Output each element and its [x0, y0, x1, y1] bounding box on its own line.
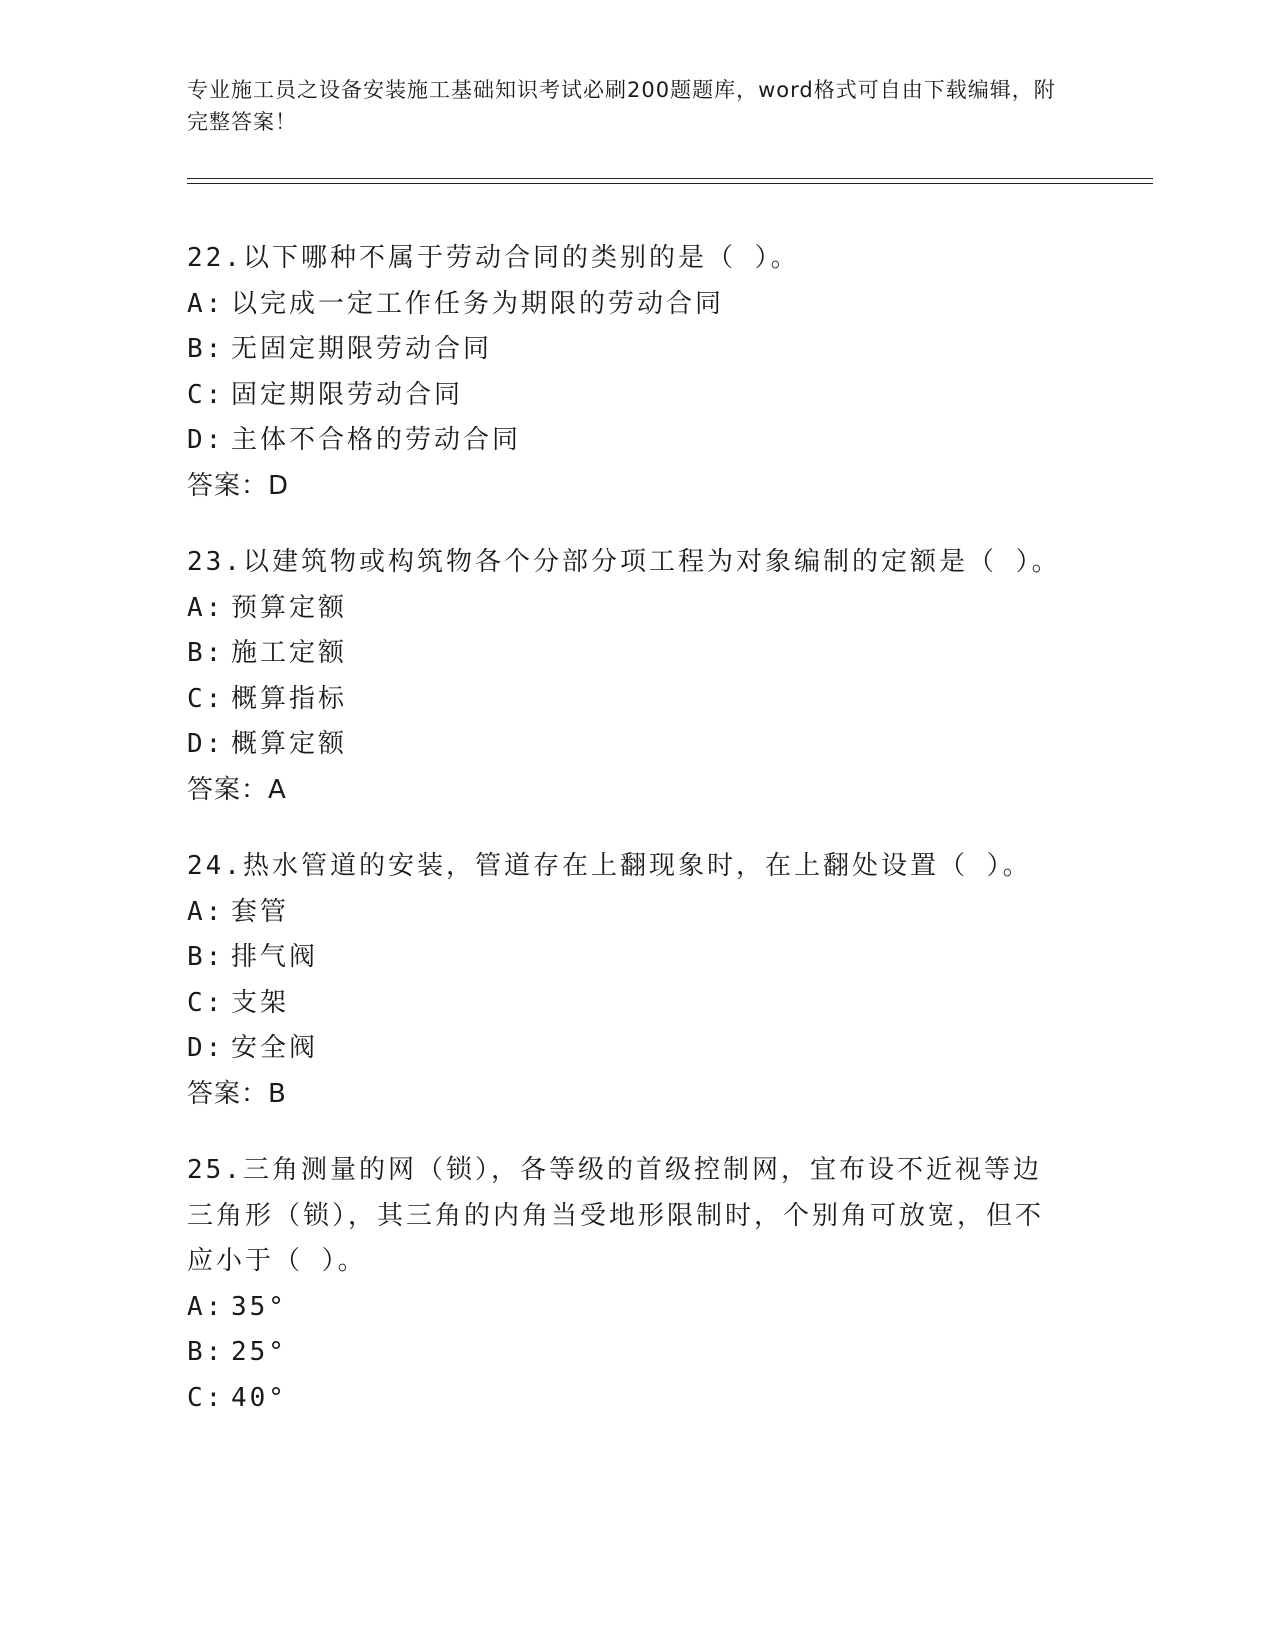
option-text: 概算指标 [231, 683, 348, 714]
option-letter: B: [187, 942, 225, 972]
option-text: 25° [231, 1337, 287, 1367]
option-letter: C: [187, 987, 225, 1018]
option-letter: A: [187, 896, 225, 927]
option-text: 预算定额 [231, 592, 348, 623]
document-header: 专业施工员之设备安装施工基础知识考试必刷200题题库，word格式可自由下载编辑，附完整答案！ [187, 78, 1056, 134]
option-letter: D: [187, 1033, 225, 1063]
option-text: 无固定期限劳动合同 [231, 334, 493, 364]
option-a [187, 890, 1087, 936]
question-23 [187, 540, 1087, 813]
option-a [187, 586, 1087, 632]
option-b [187, 935, 1087, 981]
answer-line: 答案：D [187, 470, 290, 501]
option-letter: A: [187, 288, 225, 319]
option-d [187, 418, 1087, 464]
option-b [187, 1330, 1087, 1376]
option-letter: D: [187, 425, 225, 455]
header-rule-bottom [187, 183, 1153, 184]
option-b [187, 631, 1087, 677]
option-d [187, 722, 1087, 768]
option-letter: B: [187, 334, 225, 364]
option-letter: B: [187, 638, 225, 668]
header-rule-top [187, 178, 1153, 179]
option-letter: C: [187, 379, 225, 410]
question-stem: 25.三角测量的网（锁），各等级的首级控制网，宜布设不近视等边三角形（锁），其三角的内角当受地形限制时，个别角可放宽，但不应小于（ ）。 [187, 1155, 1045, 1276]
option-c [187, 373, 1087, 419]
option-letter: C: [187, 1382, 225, 1413]
option-text: 施工定额 [231, 638, 348, 668]
option-text: 排气阀 [231, 942, 319, 972]
option-letter: C: [187, 683, 225, 714]
question-24 [187, 844, 1087, 1117]
question-stem: 22.以下哪种不属于劳动合同的类别的是（ ）。 [187, 243, 800, 273]
question-25 [187, 1148, 1087, 1421]
option-text: 安全阀 [231, 1033, 319, 1063]
question-stem: 24.热水管道的安装，管道存在上翻现象时，在上翻处设置（ ）。 [187, 851, 1032, 881]
answer-line: 答案：A [187, 774, 287, 805]
option-b [187, 327, 1087, 373]
option-text: 以完成一定工作任务为期限的劳动合同 [231, 288, 725, 319]
option-a [187, 1285, 1087, 1331]
option-text: 35° [231, 1291, 287, 1322]
option-letter: A: [187, 1291, 225, 1322]
option-text: 固定期限劳动合同 [231, 379, 464, 410]
option-a [187, 282, 1087, 328]
question-stem: 23.以建筑物或构筑物各个分部分项工程为对象编制的定额是（ ）。 [187, 547, 1061, 577]
option-text: 主体不合格的劳动合同 [231, 425, 522, 455]
option-letter: B: [187, 1337, 225, 1367]
answer-line: 答案：B [187, 1078, 287, 1109]
option-letter: D: [187, 729, 225, 759]
option-text: 支架 [231, 987, 290, 1018]
option-text: 40° [231, 1382, 287, 1413]
question-list [187, 236, 1087, 1452]
option-text: 概算定额 [231, 729, 348, 759]
option-c [187, 1376, 1087, 1422]
option-text: 套管 [231, 896, 290, 927]
option-d [187, 1026, 1087, 1072]
option-letter: A: [187, 592, 225, 623]
option-c [187, 677, 1087, 723]
option-c [187, 981, 1087, 1027]
question-22 [187, 236, 1087, 509]
